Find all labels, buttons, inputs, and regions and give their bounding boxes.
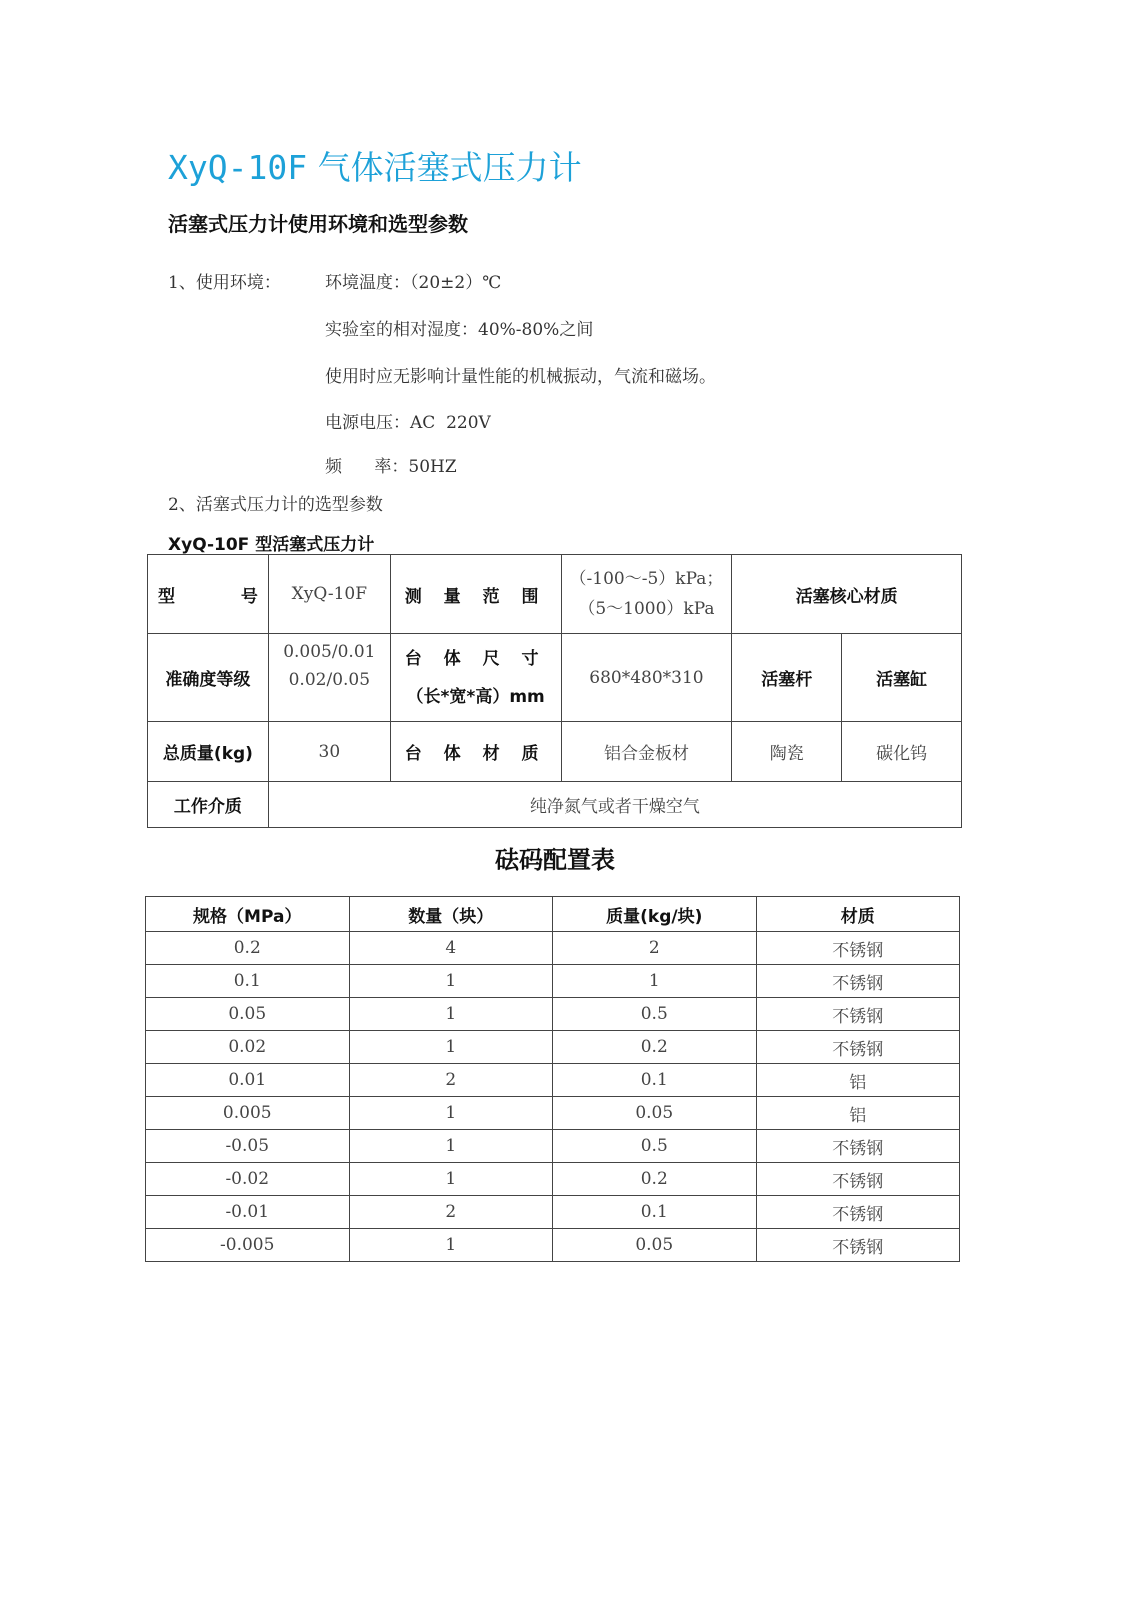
- model-label-2: 号: [240, 586, 258, 607]
- cell-mass: 0.5: [553, 1130, 757, 1163]
- accuracy-value-2: 0.02/0.05: [288, 670, 371, 690]
- cell-spec: -0.005: [146, 1229, 350, 1262]
- cell-material: 铝: [756, 1097, 960, 1130]
- piston-cylinder-material: 碳化钨: [842, 722, 962, 782]
- size-value: 680*480*310: [561, 634, 732, 722]
- cell-mass: 0.1: [553, 1196, 757, 1229]
- table-row: [146, 965, 960, 998]
- cell-mass: 2: [553, 932, 757, 965]
- cell-material: 不锈钢: [756, 1130, 960, 1163]
- model-value: XyQ-10F: [268, 555, 390, 634]
- selection-label: 2、活塞式压力计的选型参数: [168, 495, 383, 515]
- header-material: 材质: [756, 897, 960, 932]
- header-mass: 质量(kg/块): [553, 897, 757, 932]
- weights-table-title: 砝码配置表: [495, 846, 615, 874]
- cell-quantity: 1: [349, 998, 553, 1031]
- accuracy-value-cell: [268, 634, 390, 722]
- model-label-cell: [148, 555, 269, 634]
- env-frequency: 频 率：50HZ: [325, 457, 457, 477]
- mass-label: 总质量(kg): [148, 722, 269, 782]
- cell-quantity: 4: [349, 932, 553, 965]
- cell-spec: 0.01: [146, 1064, 350, 1097]
- table-row: [146, 1064, 960, 1097]
- cell-spec: 0.005: [146, 1097, 350, 1130]
- cell-material: 不锈钢: [756, 1196, 960, 1229]
- cell-mass: 0.2: [553, 1163, 757, 1196]
- table-row: [146, 998, 960, 1031]
- medium-value: 纯净氮气或者干燥空气: [268, 782, 961, 828]
- range-value-cell: [561, 555, 732, 634]
- header-quantity: 数量（块）: [349, 897, 553, 932]
- page-title-model: XyQ-10F: [168, 148, 308, 187]
- env-voltage: 电源电压：AC 220V: [325, 413, 491, 433]
- env-vibration: 使用时应无影响计量性能的机械振动，气流和磁场。: [325, 367, 716, 387]
- cell-material: 不锈钢: [756, 1031, 960, 1064]
- spec-row-model: [148, 555, 962, 634]
- weights-table: [145, 896, 960, 1262]
- weights-table-body: [146, 932, 960, 1262]
- cell-spec: 0.05: [146, 998, 350, 1031]
- cell-mass: 0.5: [553, 998, 757, 1031]
- cell-material: 不锈钢: [756, 932, 960, 965]
- header-spec: 规格（MPa）: [146, 897, 350, 932]
- body-material-value: 铝合金板材: [561, 722, 732, 782]
- range-label: 测 量 范 围: [390, 555, 561, 634]
- section-heading: 活塞式压力计使用环境和选型参数: [168, 212, 468, 236]
- cell-spec: 0.1: [146, 965, 350, 998]
- spec-row-accuracy: [148, 634, 962, 722]
- page-title-text: 气体活塞式压力计: [317, 148, 582, 187]
- cell-material: 不锈钢: [756, 1163, 960, 1196]
- cell-mass: 0.05: [553, 1097, 757, 1130]
- page-title: [168, 142, 582, 189]
- size-label-1: 台 体 尺 寸: [404, 648, 547, 669]
- range-value-positive: （5～1000）kPa: [578, 599, 715, 619]
- cell-material: 不锈钢: [756, 1229, 960, 1262]
- spec-table-caption: XyQ-10F 型活塞式压力计: [168, 535, 375, 555]
- spec-row-mass: [148, 722, 962, 782]
- cell-material: 铝: [756, 1064, 960, 1097]
- mass-value: 30: [268, 722, 390, 782]
- body-material-label: 台 体 材 质: [390, 722, 561, 782]
- piston-cylinder-label: 活塞缸: [842, 634, 962, 722]
- weights-header-row: [146, 897, 960, 932]
- cell-quantity: 1: [349, 1163, 553, 1196]
- accuracy-label: 准确度等级: [148, 634, 269, 722]
- cell-spec: -0.02: [146, 1163, 350, 1196]
- size-label-2: （长*宽*高）mm: [406, 686, 545, 707]
- cell-quantity: 1: [349, 1097, 553, 1130]
- environment-label: 1、使用环境：: [168, 273, 281, 293]
- env-humidity: 实验室的相对湿度：40%-80%之间: [325, 320, 594, 340]
- spec-row-medium: [148, 782, 962, 828]
- spec-table: [147, 554, 962, 828]
- cell-quantity: 1: [349, 965, 553, 998]
- size-label-cell: [390, 634, 561, 722]
- piston-rod-label: 活塞杆: [732, 634, 842, 722]
- table-row: [146, 1130, 960, 1163]
- range-value-negative: （-100～-5）kPa；: [569, 569, 724, 589]
- cell-quantity: 1: [349, 1130, 553, 1163]
- cell-quantity: 1: [349, 1229, 553, 1262]
- cell-mass: 0.1: [553, 1064, 757, 1097]
- table-row: [146, 1097, 960, 1130]
- piston-rod-material: 陶瓷: [732, 722, 842, 782]
- model-label-1: 型: [158, 586, 175, 607]
- table-row: [146, 1163, 960, 1196]
- cell-quantity: 2: [349, 1064, 553, 1097]
- cell-mass: 0.05: [553, 1229, 757, 1262]
- medium-label: 工作介质: [148, 782, 269, 828]
- cell-mass: 1: [553, 965, 757, 998]
- cell-spec: 0.2: [146, 932, 350, 965]
- cell-material: 不锈钢: [756, 998, 960, 1031]
- cell-quantity: 2: [349, 1196, 553, 1229]
- cell-spec: -0.01: [146, 1196, 350, 1229]
- cell-material: 不锈钢: [756, 965, 960, 998]
- cell-spec: -0.05: [146, 1130, 350, 1163]
- core-material-label: 活塞核心材质: [732, 555, 962, 634]
- cell-quantity: 1: [349, 1031, 553, 1064]
- table-row: [146, 1229, 960, 1262]
- table-row: [146, 1031, 960, 1064]
- accuracy-value-1: 0.005/0.01: [283, 642, 376, 662]
- table-row: [146, 932, 960, 965]
- cell-mass: 0.2: [553, 1031, 757, 1064]
- env-temperature: 环境温度：（20±2）℃: [325, 273, 502, 293]
- cell-spec: 0.02: [146, 1031, 350, 1064]
- table-row: [146, 1196, 960, 1229]
